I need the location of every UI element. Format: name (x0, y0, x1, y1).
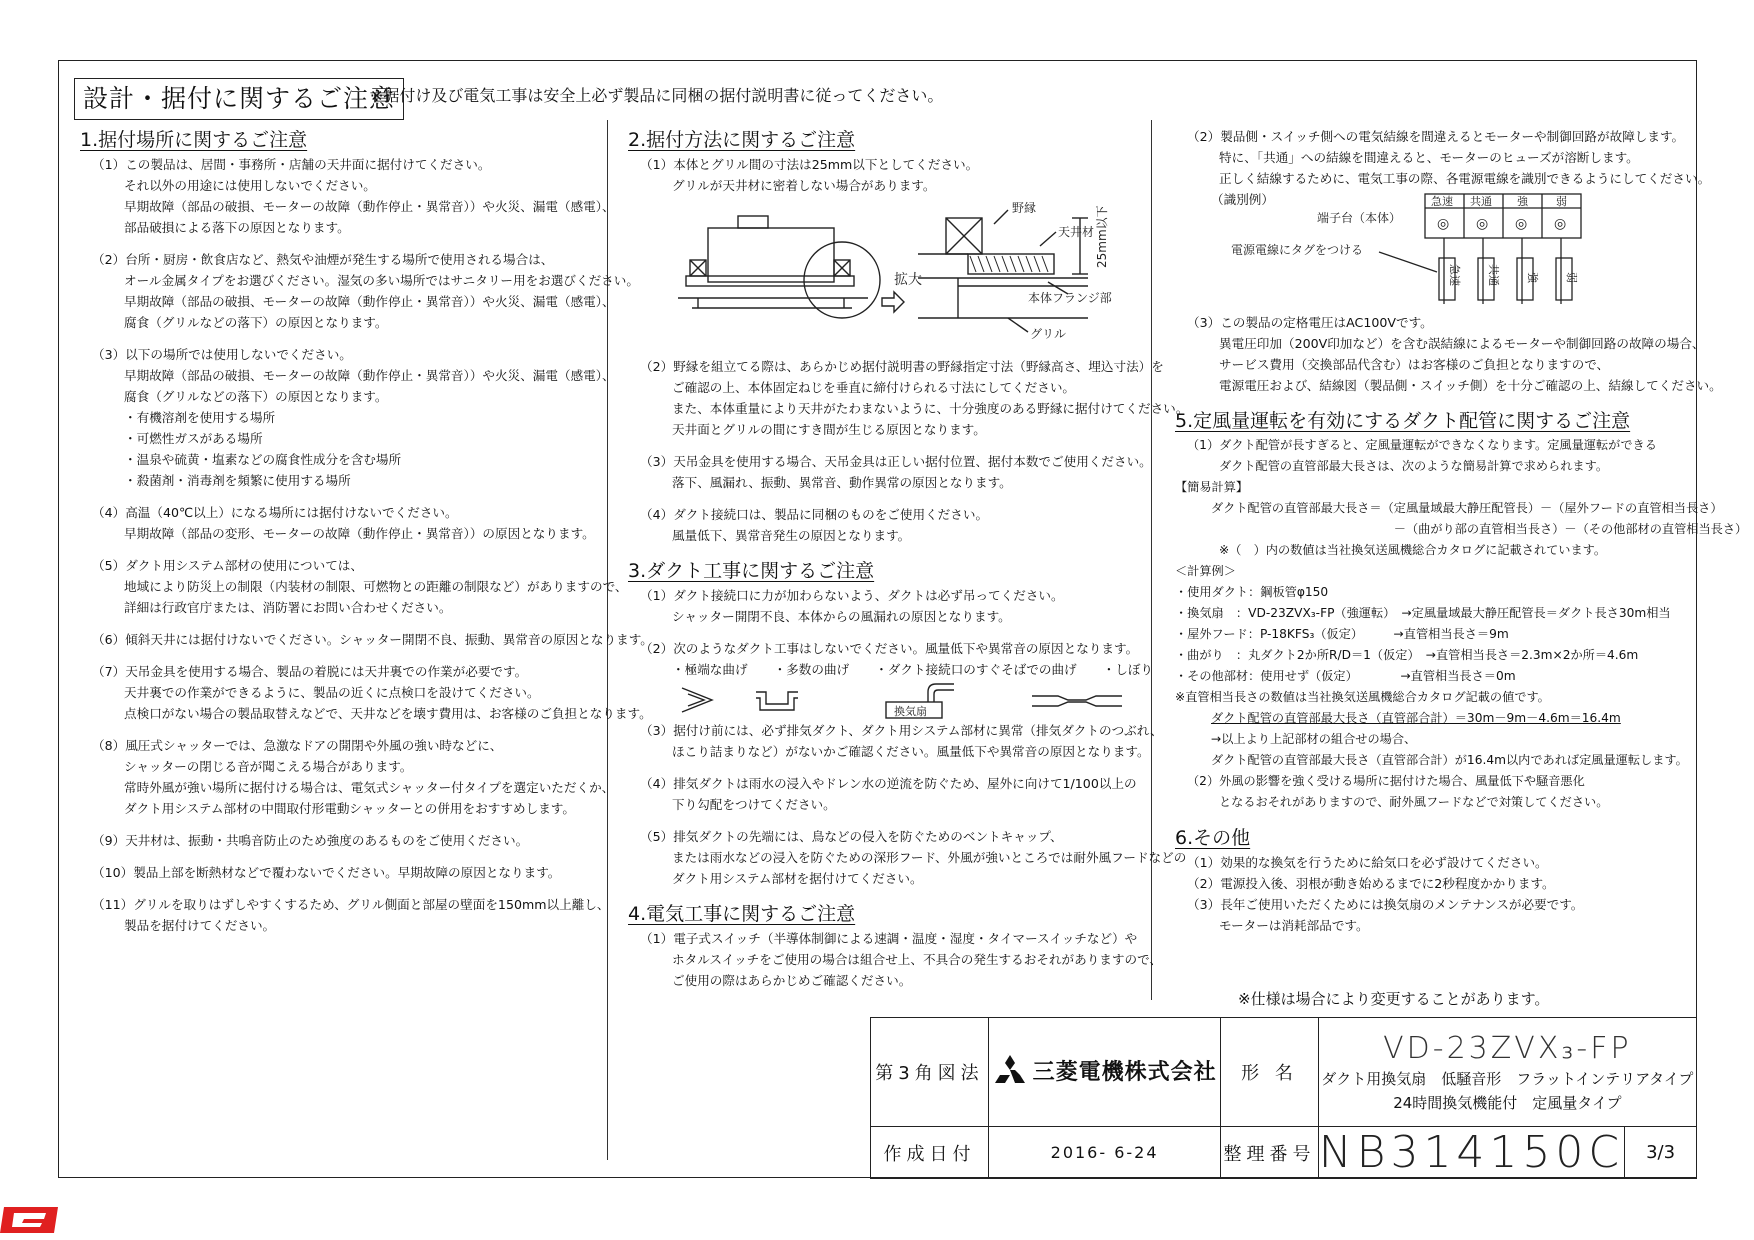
text-line: （識別例） (1211, 192, 1274, 207)
unit-top (738, 216, 768, 228)
text-line: （1）本体とグリル間の寸法は25mm以下としてください。 (640, 157, 979, 172)
text-line: （2）外風の影響を強く受ける場所に据付けた場合、風量低下や騒音悪化 (1187, 774, 1585, 788)
text-line: （6）傾斜天井には据付けないでください。シャッター開閉不良、振動、異常音の原因となります。 (92, 632, 653, 647)
section-2-body-b (628, 356, 1189, 546)
text-line: ※（ ）内の数値は当社換気送風機総合カタログに記載されています。 (1219, 543, 1607, 557)
text-line: （7）天吊金具を使用する場合、製品の着脱には天井裏での作業が必要です。 (92, 664, 528, 679)
text-line: 風量低下、異常音発生の原因となります。 (672, 528, 911, 543)
text-line: （11）グリルを取りはずしやすくするため、グリル側面と部屋の壁面を150mm以上離し、 (92, 897, 610, 912)
spec-change-note: ※仕様は場合により変更することがあります。 (1238, 990, 1550, 1008)
text-line: サービス費用（交換部品代含む）はお客様のご負担となりますので、 (1219, 357, 1610, 372)
text-line: ダクト配管の直管部最大長さ＝（定風量域最大静圧配管長）－（屋外フードの直管相当長さ） (1211, 501, 1723, 515)
text-line: それ以外の用途には使用しないでください。 (124, 178, 376, 193)
text-line: （9）天井材は、振動・共鳴音防止のため強度のあるものをご使用ください。 (92, 833, 529, 848)
text-line: （5）ダクト用システム部材の使用については、 (92, 558, 363, 573)
text-line: （1）効果的な換気を行うために給気口を必ず設けてください。 (1187, 855, 1548, 870)
text-line: ・使用ダクト：鋼板管φ150 (1175, 585, 1329, 599)
document-number: NB314150C (1318, 1127, 1625, 1178)
column-install-duct-electric (628, 126, 1189, 991)
spacer (80, 238, 600, 249)
text-line: （2）次のようなダクト工事はしないでください。風量低下や異常音の原因となります。 (640, 641, 1139, 656)
text-line: シャッターの閉じる音が聞こえる場合があります。 (124, 759, 413, 774)
text-line: ・曲がり ：丸ダクト2か所R/D＝1（仮定） →直管相当長さ＝2.3m×2か所＝4.6m (1175, 648, 1639, 662)
bad-example-sharp-bend: ・極端な曲げ (672, 662, 748, 677)
terminal-label: 端子台（本体） (1317, 211, 1402, 225)
spacer (80, 724, 600, 735)
text-line: （1）この製品は、居間・事務所・店舗の天井面に据付けてください。 (92, 157, 491, 172)
text-line: 下り勾配をつけてください。 (672, 797, 836, 812)
text-line: 早期故障（部品の変形、モーターの故障（動作停止・異常音））の原因となります。 (124, 526, 595, 541)
text-line: ・屋外フード：P-18KFS₃（仮定） →直管相当長さ＝9m (1175, 627, 1509, 641)
tag-strong: 強 (1526, 272, 1539, 283)
sharp-bend-shape (682, 688, 712, 712)
section-2-body-a (628, 154, 1148, 196)
section-4-cont-body-b (1175, 312, 1722, 396)
unit-body (708, 228, 834, 282)
text-line: 【簡易計算】 (1175, 480, 1249, 494)
tag-weak: 弱 (1565, 272, 1578, 283)
model-number: VD-23ZVX₃-FP (1383, 1030, 1632, 1066)
text-line: ・換気扇 ：VD-23ZVX₃-FP（強運転） →定風量域最大静圧配管長＝ダクト長さ30m相当 (1175, 606, 1671, 620)
model-label: 形 名 (1221, 1018, 1318, 1127)
column-wiring-duct-other (1175, 126, 1748, 936)
text-line: （5）排気ダクトの先端には、鳥などの侵入を防ぐためのベントキャップ、 (640, 829, 1063, 844)
tag-instruction: 電源電線にタグをつける (1231, 243, 1364, 257)
bad-example-near-bend: ・ダクト接続口のすぐそばでの曲げ (875, 662, 1077, 677)
document-number-label: 整理番号 (1221, 1127, 1318, 1179)
text-line: 天井裏での作業ができるように、製品の近くに点検口を設けてください。 (124, 685, 540, 700)
installation-diagram (668, 198, 1138, 356)
text-line: （10）製品上部を断熱材などで覆わないでください。早期故障の原因となります。 (92, 865, 561, 880)
terminal-header-fast: 急速 (1431, 195, 1453, 208)
spacer (628, 493, 1148, 504)
spacer (80, 883, 600, 894)
text-line: ダクト配管の直管部最大長さは、次のような簡易計算で求められます。 (1219, 459, 1609, 473)
text-line: 点検口がない場合の製品取替えなどで、天井などを壊す費用は、お客様のご負担となります。 (124, 706, 652, 721)
text-line: ・殺菌剤・消毒剤を頻繁に使用する場所 (124, 473, 351, 488)
text-line: 特に、「共通」への結線を間違えると、モーターのヒューズが溶断します。 (1219, 150, 1639, 165)
text-line: ※直管相当長さの数値は当社換気送風機総合カタログ記載の値です。 (1175, 690, 1550, 704)
text-line: （4）ダクト接続口は、製品に同梱のものをご使用ください。 (640, 507, 989, 522)
model-description-1: ダクト用換気扇 低騒音形 フラットインテリアタイプ (1321, 1069, 1694, 1088)
text-line: （4）高温（40℃以上）になる場所には据付けないでください。 (92, 505, 458, 520)
enlarge-arrow (882, 292, 904, 312)
terminal-screw-3: ◎ (1515, 216, 1528, 232)
text-line: モーターは消耗部品です。 (1219, 918, 1369, 933)
page-title: 設計・据付に関するご注意 (74, 78, 404, 120)
text-line: （3）長年ご使用いただくためには換気扇のメンテナンスが必要です。 (1187, 897, 1584, 912)
text-line: ほこり詰まりなど）がないかご確認ください。風量低下や異常音の原因となります。 (672, 744, 1150, 759)
text-line: （3）この製品の定格電圧はAC100Vです。 (1187, 315, 1433, 330)
company-name: 三菱電機株式会社 (1032, 1059, 1217, 1085)
terminal-header-strong: 強 (1517, 195, 1528, 208)
text-line: ご使用の際はあらかじめご確認ください。 (672, 973, 912, 988)
spacer (80, 618, 600, 629)
text-line: 詳細は行政官庁または、消防署にお問い合わせください。 (124, 600, 452, 615)
mitsubishi-logo-icon (993, 1055, 1027, 1085)
section-heading-3: 3.ダクト工事に関するご注意 (628, 560, 875, 582)
text-line: 異電圧印加（200V印加など）を含む誤結線によるモーターや制御回路の故障の場合、 (1219, 336, 1705, 351)
text-line: （1）電子式スイッチ（半導体制御による速調・温度・湿度・タイマースイッチなど）や (640, 931, 1138, 946)
text-line: 腐食（グリルなどの落下）の原因となります。 (124, 389, 388, 404)
text-line: ダクト用システム部材を据付けてください。 (672, 871, 923, 886)
text-line: （2）台所・厨房・飲食店など、熱気や油煙が発生する場所で使用される場合は、 (92, 252, 554, 267)
text-line: →以上より上記部材の組合せの場合、 (1211, 732, 1417, 746)
section-heading-4: 4.電気工事に関するご注意 (628, 903, 856, 925)
text-line: 常時外風が強い場所に据付ける場合は、電気式シャッター付タイプを選定いただくか、 (124, 780, 615, 795)
label-dimension: 25mm以下 (1095, 205, 1109, 268)
title-block (870, 1017, 1697, 1179)
corner-logo-icon (0, 1203, 62, 1237)
page-number: 3/3 (1625, 1127, 1697, 1179)
text-line: ・その他部材：使用せず（仮定） →直管相当長さ＝0m (1175, 669, 1516, 683)
text-line: オール金属タイプをお選びください。湿気の多い場所ではサニタリー用をお選びください。 (124, 273, 639, 288)
text-line: （2）野縁を組立てる際は、あらかじめ据付説明書の野縁指定寸法（野縁高さ、埋込寸法）を (640, 359, 1164, 374)
terminal-screw-1: ◎ (1437, 216, 1450, 232)
text-line: ・可燃性ガスがある場所 (124, 431, 263, 446)
spacer (80, 491, 600, 502)
unit-flange (686, 276, 854, 286)
tag-fast: 急速 (1448, 264, 1461, 286)
section-5-body (1175, 435, 1748, 813)
terminal-screw-4: ◎ (1554, 216, 1567, 232)
spacer (80, 819, 600, 830)
column-installation-place (80, 126, 653, 936)
section-heading-5: 5.定風量運転を有効にするダクト配管に関するご注意 (1175, 410, 1631, 432)
text-line: また、本体重量により天井がたわまないように、十分強度のある野縁に据付けてください。 (672, 401, 1189, 416)
near-bend-shape (928, 684, 954, 702)
text-line: ・有機溶剤を使用する場所 (124, 410, 276, 425)
bad-example-narrowing: ・しぼり (1102, 662, 1153, 677)
bad-duct-diagram (672, 680, 1142, 720)
section-heading-1: 1.据付場所に関するご注意 (80, 129, 308, 151)
spacer (628, 440, 1148, 451)
text-line: （4）排気ダクトは雨水の浸入やドレン水の逆流を防ぐため、屋外に向けて1/100以上の (640, 776, 1137, 791)
terminal-header-common: 共通 (1470, 195, 1492, 208)
section-6-body (1175, 852, 1695, 936)
text-line: （3）据付け前には、必ず排気ダクト、ダクト用システム部材に異常（排気ダクトのつぶれ、 (640, 723, 1163, 738)
text-line: となるおそれがありますので、耐外風フードなどで対策してください。 (1219, 795, 1609, 809)
text-line: （2）電源投入後、羽根が動き始めるまでに2秒程度かかります。 (1187, 876, 1555, 891)
section-1-body (80, 154, 653, 936)
text-line: 早期故障（部品の破損、モーターの故障（動作停止・異常音））や火災、漏電（感電）、 (124, 368, 615, 383)
text-line: ダクト配管の直管部最大長さ（直管部合計）＝30m－9m－4.6m＝16.4m (1211, 711, 1621, 725)
narrowing-shape (1032, 696, 1122, 706)
text-line: 電源電圧および、結線図（製品側・スイッチ側）を十分ご確認の上、結線してください。 (1219, 378, 1722, 393)
tag-common: 共通 (1487, 264, 1500, 286)
text-line: 製品を据付けてください。 (124, 918, 276, 933)
spacer (80, 851, 600, 862)
text-line: ダクト用システム部材の中間取付形電動シャッターとの併用をおすすめします。 (124, 801, 575, 816)
section-heading-2: 2.据付方法に関するご注意 (628, 129, 856, 151)
text-line: （1）ダクト配管が長すぎると、定風量運転ができなくなります。定風量運転ができる (1187, 438, 1657, 452)
text-line: －（曲がり部の直管相当長さ）－（その他部材の直管相当長さ） (1211, 522, 1748, 536)
many-bends-shape (756, 692, 798, 710)
creation-date: 2016- 6-24 (988, 1127, 1220, 1179)
company-cell (988, 1018, 1220, 1127)
projection-method: 第3角図法 (871, 1018, 989, 1127)
text-line: 地域により防災上の制限（内装材の制限、可燃物との距離の制限など）がありますので、 (124, 579, 628, 594)
text-line: ダクト配管の直管部最大長さ（直管部合計）が16.4m以内であれば定風量運転します。 (1211, 753, 1688, 767)
date-label: 作成日付 (871, 1127, 989, 1179)
text-line: 天井面とグリルの間にすき間が生じる原因となります。 (672, 422, 986, 437)
text-line: ＜計算例＞ (1175, 564, 1236, 578)
section-heading-6: 6.その他 (1175, 827, 1251, 849)
section-3-body-b (628, 720, 1187, 889)
text-line: 腐食（グリルなどの落下）の原因となります。 (124, 315, 388, 330)
text-line: （3）天吊金具を使用する場合、天吊金具は正しい据付位置、据付本数でご使用ください。 (640, 454, 1152, 469)
text-line: （1）ダクト接続口に力が加わらないよう、ダクトは必ず吊ってください。 (640, 588, 1064, 603)
model-description-2: 24時間換気機能付 定風量タイプ (1393, 1093, 1622, 1112)
spacer (628, 627, 1148, 638)
text-line: ご確認の上、本体固定ねじを垂直に締付けられる寸法にしてください。 (672, 380, 1075, 395)
text-line: 正しく結線するために、電気工事の際、各電源電線を識別できるようにしてください。 (1219, 171, 1711, 186)
column-divider-2 (1151, 120, 1152, 1000)
terminal-diagram (1175, 192, 1645, 312)
model-cell (1318, 1018, 1696, 1127)
header-note: ※据付け及び電気工事は安全上必ず製品に同梱の据付説明書に従ってください。 (370, 86, 944, 105)
text-line: （2）製品側・スイッチ側への電気結線を間違えるとモーターや制御回路が故障します。 (1187, 129, 1685, 144)
spacer (80, 544, 600, 555)
zoom-circle (804, 242, 880, 318)
section-4-body (628, 928, 1163, 991)
fan-box-label: 換気扇 (894, 705, 927, 718)
text-line: 落下、風漏れ、振動、異常音、動作異常の原因となります。 (672, 475, 1012, 490)
text-line: （8）風圧式シャッターでは、急激なドアの開閉や外風の強い時などに、 (92, 738, 503, 753)
spacer (80, 333, 600, 344)
label-enlarge: 拡大 (894, 272, 922, 288)
text-line: または雨水などの浸入を防ぐための深形フード、外風が強いところでは耐外風フードなどの (672, 850, 1187, 865)
text-line: グリルが天井材に密着しない場合があります。 (672, 178, 936, 193)
section-3-body-a (628, 585, 1148, 659)
label-grille: グリル (1030, 327, 1067, 341)
text-line: 早期故障（部品の破損、モーターの故障（動作停止・異常音））や火災、漏電（感電）、 (124, 199, 615, 214)
text-line: （3）以下の場所では使用しないでください。 (92, 347, 352, 362)
text-line: 部品破損による落下の原因となります。 (124, 220, 350, 235)
spacer (628, 815, 1148, 826)
terminal-screw-2: ◎ (1476, 216, 1489, 232)
label-flange: 本体フランジ部 (1028, 291, 1112, 305)
label-nobuchi: 野縁 (1012, 201, 1037, 215)
spacer (628, 762, 1148, 773)
terminal-header-weak: 弱 (1556, 195, 1567, 208)
label-ceiling: 天井材 (1058, 225, 1095, 239)
bad-example-many-bends: ・多数の曲げ (773, 662, 850, 677)
text-line: ホタルスイッチをご使用の場合は組合せ上、不具合の発生するおそれがありますので、 (672, 952, 1163, 967)
text-line: ・温泉や硫黄・塩素などの腐食性成分を含む場所 (124, 452, 402, 467)
spacer (80, 650, 600, 661)
bad-duct-examples (628, 659, 1153, 680)
text-line: シャッター開閉不良、本体からの風漏れの原因となります。 (672, 609, 1011, 624)
text-line: 早期故障（部品の破損、モーターの故障（動作停止・異常音））や火災、漏電（感電）、 (124, 294, 615, 309)
